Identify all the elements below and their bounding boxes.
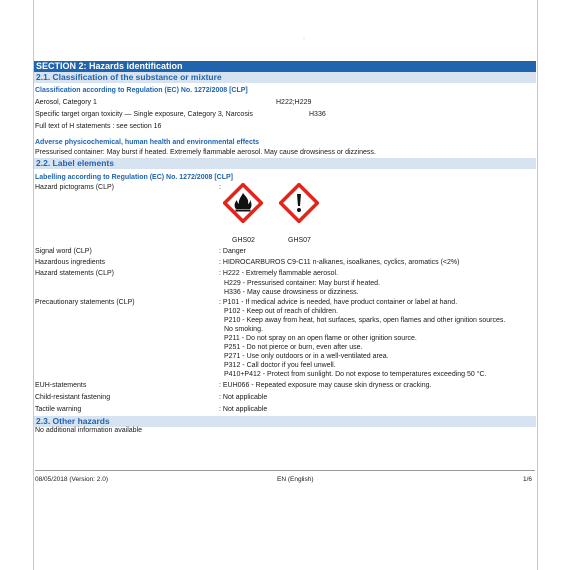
section-2-3-title: 2.3. Other hazards [34,416,536,427]
classification-row-label: Specific target organ toxicity — Single exposure, Category 3, Narcosis [35,111,253,118]
child-resistant-value: : Not applicable [219,394,268,401]
pictograms-colon: : [219,184,221,191]
precautionary-line: P410+P412 - Protect from sunlight. Do not expose to temperatures exceeding 50 °C. [224,371,487,378]
sds-page [33,0,538,570]
tactile-warning-value: : Not applicable [219,406,268,413]
signal-word-value: : Danger [219,248,246,255]
child-resistant-label: Child-resistant fastening [35,394,111,401]
classification-row-code: H336 [309,111,326,118]
precautionary-line: P271 - Use only outdoors or in a well-ventilated area. [224,353,389,360]
hazard-statement-line: H336 - May cause drowsiness or dizziness. [224,289,359,296]
hazardous-ingredients-value: : HIDROCARBUROS C9-C11 n-alkanes, isoalkanes, cyclics, aromatics (<2%) [219,259,460,266]
section-2-1-title: 2.1. Classification of the substance or mixture [34,72,536,83]
page-border-right [537,0,538,570]
adverse-effects-text: Pressurised container: May burst if heated. Extremely flammable aerosol. May cause drowsiness or dizziness. [35,149,376,156]
section-2-title: SECTION 2: Hazards identification [34,61,536,72]
hazard-statements-label: Hazard statements (CLP) [35,270,114,277]
precautionary-line: P102 - Keep out of reach of children. [224,308,339,315]
top-mark: · [303,36,305,42]
precautionary-line: P251 - Do not pierce or burn, even after use. [224,344,363,351]
adverse-effects-heading: Adverse physicochemical, human health and environmental effects [35,139,260,146]
tactile-warning-label: Tactile warning [35,406,82,413]
precautionary-statements-label: Precautionary statements (CLP) [35,299,135,306]
hazardous-ingredients-label: Hazardous ingredients [35,259,106,266]
section-2-2-title: 2.2. Label elements [34,158,536,169]
euh-statements-value: : EUH066 - Repeated exposure may cause skin dryness or cracking. [219,382,432,389]
pictogram-label-ghs02: GHS02 [232,237,255,244]
other-hazards-text: No additional information available [35,427,143,434]
precautionary-line: P312 - Call doctor if you feel unwell. [224,362,336,369]
precautionary-line: P210 - Keep away from heat, hot surfaces, sparks, open flames and other ignition sources. [224,317,506,324]
flame-icon [223,183,263,223]
footer-language: EN (English) [277,476,314,483]
labelling-heading: Labelling according to Regulation (EC) No. 1272/2008 [CLP] [35,174,233,181]
precautionary-line: : P101 - If medical advice is needed, have product container or label at hand. [219,299,458,306]
hazard-statement-line: : H222 - Extremely flammable aerosol. [219,270,339,277]
euh-statements-label: EUH-statements [35,382,87,389]
footer-date-version: 08/05/2018 (Version: 2.0) [35,476,108,483]
page-border-left [33,0,34,570]
pictogram-label-ghs07: GHS07 [288,237,311,244]
hazard-statement-line: H229 - Pressurised container: May burst if heated. [224,280,381,287]
clp-classification-heading: Classification according to Regulation (EC) No. 1272/2008 [CLP] [35,87,248,94]
classification-row-label: Full text of H statements : see section 16 [35,123,162,130]
exclamation-icon [279,183,319,223]
signal-word-label: Signal word (CLP) [35,248,92,255]
precautionary-line: P211 - Do not spray on an open flame or other ignition source. [224,335,417,342]
footer-page-number: 1/6 [523,476,533,483]
classification-row-code: H222;H229 [276,99,312,106]
precautionary-line: No smoking. [224,326,263,333]
classification-row-label: Aerosol, Category 1 [35,99,97,106]
pictograms-label: Hazard pictograms (CLP) [35,184,114,191]
footer-divider [35,470,535,471]
